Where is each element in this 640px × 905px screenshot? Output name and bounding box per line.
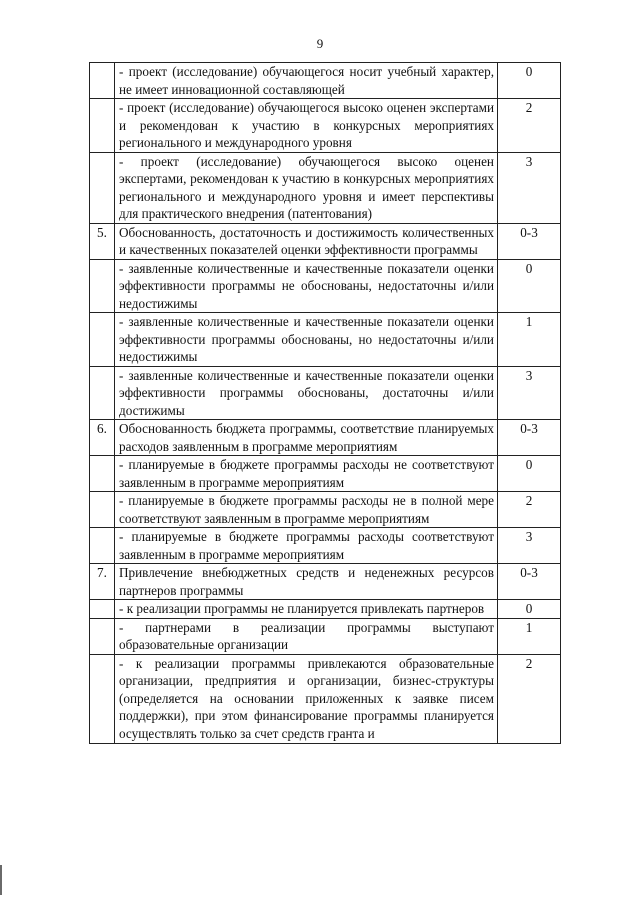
criterion-score: 0 [498,63,561,99]
criterion-score: 1 [498,313,561,367]
criterion-score: 0 [498,259,561,313]
criterion-description: - заявленные количественные и качественные показатели оценки эффективности программы обоснованы, достаточны и/или достижимы [115,366,498,420]
criterion-score: 3 [498,152,561,223]
criterion-number [90,618,115,654]
criterion-number [90,313,115,367]
table-row [90,420,561,456]
criterion-number [90,456,115,492]
criterion-description: - проект (исследование) обучающегося высоко оценен экспертами и рекомендован к участию в конкурсных мероприятиях регионального и международного уровня [115,99,498,153]
table-row [90,259,561,313]
criterion-description: - планируемые в бюджете программы расходы не соответствуют заявленным в программе мероприятиям [115,456,498,492]
table-row [90,528,561,564]
criterion-score: 3 [498,366,561,420]
criterion-number: 7. [90,564,115,600]
table-row [90,618,561,654]
criterion-number [90,152,115,223]
criterion-score: 2 [498,492,561,528]
criteria-table [89,62,561,744]
table-row [90,492,561,528]
criterion-score: 0-3 [498,223,561,259]
criterion-number [90,600,115,619]
criterion-description: - партнерами в реализации программы выступают образовательные организации [115,618,498,654]
table-row [90,456,561,492]
criterion-description: - проект (исследование) обучающегося высоко оценен экспертами, рекомендован к участию в конкурсных мероприятиях регионального и международного уровня и имеет перспективы для практического внедрения (патентования) [115,152,498,223]
criterion-score: 0-3 [498,420,561,456]
criterion-description: - планируемые в бюджете программы расходы соответствуют заявленным в программе мероприятиям [115,528,498,564]
criterion-number: 5. [90,223,115,259]
criterion-number [90,259,115,313]
table-row [90,366,561,420]
criterion-description: Обоснованность, достаточность и достижимость количественных и качественных показателей оценки эффективности программы [115,223,498,259]
criterion-description: - планируемые в бюджете программы расходы не в полной мере соответствуют заявленным в программе мероприятиям [115,492,498,528]
criterion-description: - проект (исследование) обучающегося носит учебный характер, не имеет инновационной составляющей [115,63,498,99]
criterion-number: 6. [90,420,115,456]
criterion-score: 3 [498,528,561,564]
table-row [90,654,561,743]
criterion-score: 1 [498,618,561,654]
table-row [90,600,561,619]
criterion-score: 0 [498,456,561,492]
criterion-score: 2 [498,654,561,743]
page-number: 9 [316,36,324,51]
criterion-number [90,492,115,528]
criterion-description: - к реализации программы привлекаются образовательные организации, предприятия и организации, бизнес-структуры (определяется на основании приложенных к заявке писем поддержки), при этом финансирование программы планируется осуществлять только за счет средств гранта и [115,654,498,743]
criterion-description: Привлечение внебюджетных средств и неденежных ресурсов партнеров программы [115,564,498,600]
criterion-number [90,654,115,743]
page-edge-mark [0,865,2,895]
criterion-number [90,99,115,153]
criterion-description: - к реализации программы не планируется привлекать партнеров [115,600,498,619]
criterion-score: 0 [498,600,561,619]
table-row [90,152,561,223]
criterion-number [90,528,115,564]
criterion-description: - заявленные количественные и качественные показатели оценки эффективности программы не обоснованы, недостаточны и/или недостижимы [115,259,498,313]
table-row [90,223,561,259]
table-row [90,63,561,99]
criterion-number [90,63,115,99]
table-row [90,99,561,153]
criterion-description: Обоснованность бюджета программы, соответствие планируемых расходов заявленным в программе мероприятиям [115,420,498,456]
criterion-score: 2 [498,99,561,153]
criterion-description: - заявленные количественные и качественные показатели оценки эффективности программы обоснованы, но недостаточны и/или недостижимы [115,313,498,367]
criterion-number [90,366,115,420]
table-row [90,564,561,600]
criterion-score: 0-3 [498,564,561,600]
table-row [90,313,561,367]
